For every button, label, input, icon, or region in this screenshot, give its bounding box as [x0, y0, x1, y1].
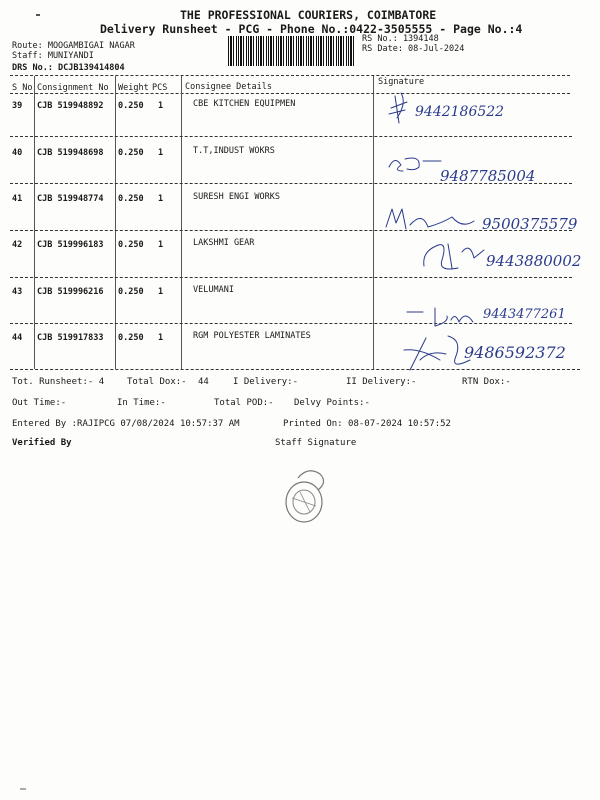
row-consignee: SURESH ENGI WORKS — [193, 192, 280, 202]
svg-text:9442186522: 9442186522 — [415, 104, 505, 120]
total-dox-value: 44 — [198, 377, 209, 387]
delvy-points: Delvy Points:- — [294, 398, 370, 408]
row-weight: 0.250 — [118, 333, 144, 343]
route-label: Route: MOOGAMBIGAI NAGAR — [12, 41, 135, 51]
entered-by: Entered By :RAJIPCG 07/08/2024 10:57:37 AM — [12, 419, 240, 429]
svg-text:9443477261: 9443477261 — [483, 307, 566, 322]
row-pcs: 1 — [158, 148, 164, 158]
row-pcs: 1 — [158, 333, 164, 343]
table-top-rule — [10, 75, 570, 76]
row-sno: 42 — [12, 240, 23, 250]
row-weight: 0.250 — [118, 287, 144, 297]
printed-on: Printed On: 08-07-2024 10:57:52 — [283, 419, 451, 429]
row-consignment: CJB 519948698 — [37, 148, 104, 158]
in-time: In Time:- — [117, 398, 166, 408]
rtn-dox: RTN Dox:- — [462, 377, 511, 387]
delivery-stamp — [278, 464, 338, 532]
col-divider — [373, 76, 374, 369]
staff-label: Staff: MUNIYANDI — [12, 51, 94, 61]
company-title: THE PROFESSIONAL COURIERS, COIMBATORE — [180, 8, 437, 22]
row-consignee: RGM POLYESTER LAMINATES — [193, 331, 311, 341]
row-consignee: T.T,INDUST WOKRS — [193, 146, 275, 156]
row-weight: 0.250 — [118, 101, 144, 111]
row-consignment: CJB 519948892 — [37, 101, 104, 111]
row-consignee: LAKSHMI GEAR — [193, 238, 255, 248]
row-sno: 40 — [12, 148, 23, 158]
svg-text:9443880002: 9443880002 — [486, 252, 582, 270]
row-sno: 41 — [12, 194, 23, 204]
row-pcs: 1 — [158, 240, 164, 250]
svg-text:9486592372: 9486592372 — [464, 343, 566, 362]
row-consignee: CBE KITCHEN EQUIPMEN — [193, 99, 296, 109]
row-consignment: CJB 519948774 — [37, 194, 104, 204]
out-time: Out Time:- — [12, 398, 67, 408]
svg-text:9487785004: 9487785004 — [440, 167, 536, 185]
row-consignee: VELUMANI — [193, 285, 234, 295]
barcode-image — [228, 36, 356, 66]
handwritten-signature — [385, 88, 565, 137]
row-sno: 44 — [12, 333, 23, 343]
corner-mark — [20, 788, 26, 790]
rs-number: RS No.: 1394148 — [362, 34, 439, 44]
svg-text:9500375579: 9500375579 — [482, 215, 578, 233]
row-weight: 0.250 — [118, 148, 144, 158]
col-header-consignment: Consignment No — [37, 83, 109, 93]
row-pcs: 1 — [158, 194, 164, 204]
col-header-pcs: PCS — [152, 83, 168, 93]
ii-delivery: II Delivery:- — [346, 377, 417, 387]
row-consignment: CJB 519917833 — [37, 333, 104, 343]
verified-by: Verified By — [12, 438, 72, 448]
row-sno: 39 — [12, 101, 23, 111]
total-dox-label: Total Dox:- — [127, 377, 187, 387]
col-header-sno: S No — [12, 83, 33, 93]
corner-mark — [36, 14, 40, 16]
row-sno: 43 — [12, 287, 23, 297]
handwritten-signature — [400, 330, 600, 382]
col-divider — [181, 76, 182, 369]
row-pcs: 1 — [158, 287, 164, 297]
handwritten-signature — [385, 145, 565, 194]
handwritten-signature — [418, 232, 600, 281]
col-header-consignee: Consignee Details — [185, 82, 272, 92]
row-weight: 0.250 — [118, 240, 144, 250]
rs-date: RS Date: 08-Jul-2024 — [362, 44, 465, 54]
row-consignment: CJB 519996216 — [37, 287, 104, 297]
runsheet-title: Delivery Runsheet - PCG - Phone No.:0422-3505555 - Page No.:4 — [100, 22, 523, 36]
staff-signature-label: Staff Signature — [275, 438, 357, 448]
col-header-signature: Signature — [378, 77, 425, 87]
drs-number: DRS No.: DCJB139414804 — [12, 63, 125, 73]
col-header-weight: Weight — [118, 83, 149, 93]
row-pcs: 1 — [158, 101, 164, 111]
col-divider — [34, 76, 35, 369]
total-pod: Total POD:- — [214, 398, 274, 408]
col-divider — [115, 76, 116, 369]
row-consignment: CJB 519996183 — [37, 240, 104, 250]
i-delivery: I Delivery:- — [233, 377, 299, 387]
tot-runsheet: Tot. Runsheet:- 4 — [12, 377, 105, 387]
row-weight: 0.250 — [118, 194, 144, 204]
